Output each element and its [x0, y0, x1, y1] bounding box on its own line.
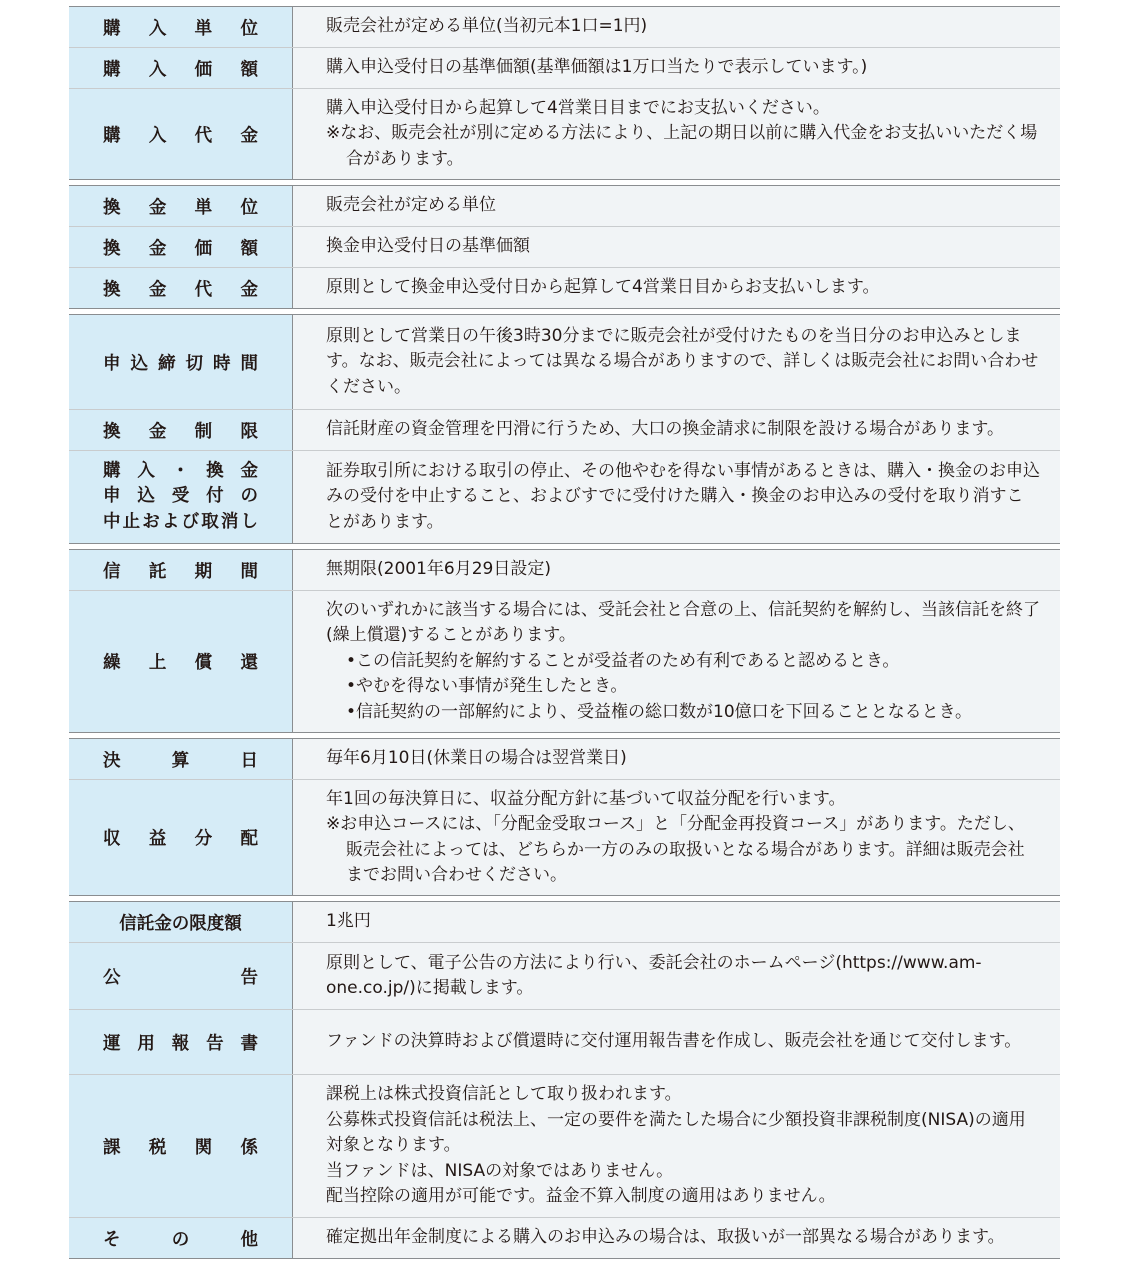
content-text: 換金申込受付日の基準価額: [326, 236, 530, 257]
table-row: [69, 1009, 1060, 1074]
row-content: [293, 48, 1060, 88]
row-content: [293, 186, 1060, 226]
row-content: [293, 7, 1060, 47]
row-label-text: その他: [103, 1229, 258, 1250]
row-label-text: 換金価額: [103, 238, 258, 259]
content-text: 購入申込受付日の基準価額(基準価額は1万口当たりで表示しています。): [326, 57, 868, 78]
row-label: [69, 739, 293, 779]
table-group: [69, 314, 1060, 544]
row-label-text: 申込締切時間: [103, 353, 258, 374]
note-text: ※お申込コースには、「分配金受取コース」と「分配金再投資コース」があります。ただし、販売会社によっては、どちらか一方のみの取扱いとなる場合があります。詳細は販売会社までお問い合わせください。: [326, 814, 1025, 885]
content-text: 課税上は株式投資信託として取り扱われます。: [326, 1084, 682, 1105]
row-label: [69, 451, 293, 543]
row-content: [293, 591, 1060, 732]
row-content: [293, 315, 1060, 409]
row-content: [293, 1075, 1060, 1217]
row-content: [293, 451, 1060, 543]
row-label: [69, 186, 293, 226]
content-text: 無期限(2001年6月29日設定): [326, 559, 551, 580]
row-label: [69, 268, 293, 308]
content-text: 年1回の毎決算日に、収益分配方針に基づいて収益分配を行います。: [326, 788, 846, 809]
content-text: 販売会社が定める単位(当初元本1口=1円): [326, 16, 648, 37]
content-text: 公募株式投資信託は税法上、一定の要件を満たした場合に少額投資非課税制度(NISA)の適用対象となります。: [326, 1109, 1026, 1156]
row-content: [293, 89, 1060, 179]
row-label: [69, 315, 293, 409]
content-text: 確定拠出年金制度による購入のお申込みの場合は、取扱いが一部異なる場合があります。: [326, 1227, 1005, 1248]
bullet-item: •やむを得ない事情が発生したとき。: [346, 676, 628, 697]
row-label-text: 運用報告書: [103, 1033, 258, 1054]
row-label: [69, 591, 293, 732]
row-content: [293, 780, 1060, 895]
row-label: [69, 1075, 293, 1217]
table-row: [69, 47, 1060, 88]
table-group: [69, 738, 1060, 896]
row-label: [69, 1218, 293, 1258]
bullet-item: •この信託契約を解約することが受益者のため有利であると認めるとき。: [346, 650, 900, 671]
table-row: [69, 590, 1060, 732]
table-row: [69, 1074, 1060, 1217]
content-text: 配当控除の適用が可能です。益金不算入制度の適用はありません。: [326, 1186, 836, 1207]
content-text: 原則として換金申込受付日から起算して4営業日目からお支払いします。: [326, 277, 880, 298]
table-row: [69, 186, 1060, 226]
row-label-text: 中止および取消し: [103, 511, 258, 532]
row-label-text: 申込受付の: [103, 486, 258, 507]
table-group: [69, 549, 1060, 733]
table-group: [69, 6, 1060, 180]
content-text: 証券取引所における取引の停止、その他やむを得ない事情があるときは、購入・換金のお申込みの受付を中止すること、およびすでに受付けた購入・換金のお申込みの受付を取り消すことがあります。: [326, 460, 1040, 532]
table-row: [69, 902, 1060, 942]
row-label-text: 信託金の限度額: [119, 913, 242, 934]
row-content: [293, 1218, 1060, 1258]
content-text: 販売会社が定める単位: [326, 195, 496, 216]
table-row: [69, 409, 1060, 450]
row-content: [293, 550, 1060, 590]
row-label-text: 繰上償還: [103, 653, 258, 673]
row-label-text: 購入代金: [103, 125, 258, 146]
row-content: [293, 902, 1060, 942]
row-label-text: 換金単位: [103, 197, 258, 218]
row-label-text: 換金代金: [103, 279, 258, 300]
table-row: [69, 7, 1060, 47]
row-content: [293, 739, 1060, 779]
bullet-item: •信託契約の一部解約により、受益権の総口数が10億口を下回ることとなるとき。: [346, 701, 972, 722]
table-group: [69, 901, 1060, 1259]
row-content: [293, 268, 1060, 308]
row-label: [69, 780, 293, 895]
row-label: [69, 902, 293, 942]
row-content: [293, 410, 1060, 450]
content-text: 原則として営業日の午後3時30分までに販売会社が受付けたものを当日分のお申込みとします。なお、販売会社によっては異なる場合がありますので、詳しくは販売会社にお問い合わせください。: [326, 325, 1039, 397]
table-row: [69, 267, 1060, 308]
table-row: [69, 739, 1060, 779]
row-label: [69, 410, 293, 450]
row-label-text: 収益分配: [103, 829, 258, 849]
row-label-text: 換金制限: [103, 421, 258, 442]
fund-procedures-table: [69, 6, 1060, 1259]
table-row: [69, 450, 1060, 543]
row-label-text: 購入・換金: [103, 460, 258, 481]
note-text: ※なお、販売会社が別に定める方法により、上記の期日以前に購入代金をお支払いいただく場合があります。: [326, 123, 1038, 169]
row-label: [69, 48, 293, 88]
row-label-text: 信託期間: [103, 561, 258, 582]
row-label: [69, 943, 293, 1009]
row-label: [69, 89, 293, 179]
table-row: [69, 942, 1060, 1009]
row-label-text: 決算日: [103, 750, 258, 771]
content-text: 購入申込受付日から起算して4営業日目までにお支払いください。: [326, 97, 830, 118]
content-text: 1兆円: [326, 911, 371, 932]
content-text: 当ファンドは、NISAの対象ではありません。: [326, 1160, 674, 1181]
row-label-text: 購入価額: [103, 59, 258, 80]
row-content: [293, 1010, 1060, 1074]
row-content: [293, 227, 1060, 267]
content-text: 次のいずれかに該当する場合には、受託会社と合意の上、信託契約を解約し、当該信託を終了(繰上償還)することがあります。: [326, 599, 1040, 646]
row-label-text: 課税関係: [103, 1137, 258, 1158]
table-row: [69, 226, 1060, 267]
table-row: [69, 315, 1060, 409]
row-label-text: 公告: [103, 967, 258, 988]
table-row: [69, 779, 1060, 895]
row-label: [69, 7, 293, 47]
row-label: [69, 550, 293, 590]
row-label: [69, 1010, 293, 1074]
table-group: [69, 185, 1060, 309]
table-row: [69, 550, 1060, 590]
row-content: [293, 943, 1060, 1009]
content-text: 信託財産の資金管理を円滑に行うため、大口の換金請求に制限を設ける場合があります。: [326, 419, 1004, 440]
content-text: 毎年6月10日(休業日の場合は翌営業日): [326, 748, 627, 769]
row-label: [69, 227, 293, 267]
table-row: [69, 88, 1060, 179]
content-text: 原則として、電子公告の方法により行い、委託会社のホームページ(https://www.am-one.co.jp/)に掲載します。: [326, 952, 982, 998]
row-label-text: 購入単位: [103, 18, 258, 39]
content-text: ファンドの決算時および償還時に交付運用報告書を作成し、販売会社を通じて交付します。: [326, 1031, 1022, 1052]
table-row: [69, 1217, 1060, 1258]
